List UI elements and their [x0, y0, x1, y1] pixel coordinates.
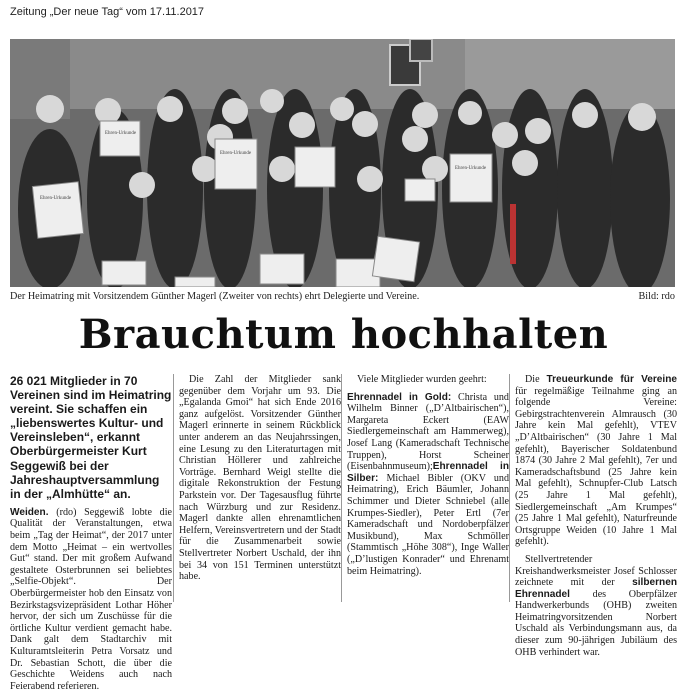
article-column-1 [10, 374, 172, 698]
honors-intro: Viele Mitglieder wurden geehrt: [357, 374, 487, 385]
caption-text: Der Heimatring mit Vorsitzendem Günther Magerl (Zweiter von rechts) ehrt Delegierte und Vereine. [10, 291, 420, 302]
dateline: Weiden. [10, 506, 49, 518]
treue-label: Treueurkunde für Vereine [546, 374, 677, 385]
body-paragraph-1 [10, 507, 172, 693]
gold-label: Ehrennadel in Gold: [347, 391, 452, 403]
group-photo-illustration [10, 39, 675, 287]
treue-paragraph [515, 374, 677, 548]
svg-text:Ehren-Urkunde: Ehren-Urkunde [105, 131, 137, 136]
newspaper-source-line: Zeitung „Der neue Tag“ vom 17.11.2017 [10, 6, 205, 18]
column-divider [173, 374, 174, 602]
lead-paragraph: 26 021 Mitglieder in 70 Vereinen sind im Heimatring vereint. Sie schaffen ein „liebenswertes Kultur- und Vereinsleben“, erkannt Oberbürgermeister Kurt Seggewiß bei der Jahreshauptversammlung in der „Almhütte“ an. [10, 374, 172, 501]
ohb-text-a: Stellvertretender Kreishandwerksmeister Josef Schlosser zeichnete mit der [515, 553, 677, 589]
photo-caption [10, 291, 675, 302]
svg-text:Ehren-Urkunde: Ehren-Urkunde [40, 196, 72, 201]
photo-credit: Bild: rdo [638, 291, 675, 302]
column-divider [341, 374, 342, 602]
silver-label: Ehrennadel in Silber: [347, 461, 509, 484]
body-paragraph-2: Die Zahl der Mitglieder sank gegenüber dem Vorjahr um 93. Die „Egalanda Gmoi“ hat sich Ende 2016 ganz aufgelöst. Vorsitzender Günther Magerl erinnerte in seinem Rückblick unter anderem an das Neujahrssingen, eine Lesung zu den Literaturtagen mit Christian Höllerer und zahlreiche Vorträge. Bernhard Weigl stellte die digitale Rekonstruktion der Festung Parkstein vor. Der Tagesausflug führte nach Würzburg und zur Residenz. Magerl dankte allen ehrenamtlichen Helfern, Vereinsvertretern und der Stadt für die Zusammenarbeit sowie Stellvertreter Norbert Uschald, der ihn bei 34 von 151 Terminen unterstützt habe. [179, 374, 341, 583]
paragraph-1-text: (rdo) Seggewiß lobte die Qualität der Veranstaltungen, etwa beim „Tag der Heimat“, der 2017 unter dem Motto „Heimat – ein wertvolles Gut“ stand. Der mit großem Aufwand gestaltete Osterbrunnen sei beliebtes „Selfie-Objekt“. Der Oberbürgermeister hob den Einsatz von Bezirkstagsvizepräsident Lothar Höher hervor, der sich um Zuschüsse für die örtliche Kultur verdient gemacht habe. Dank galt dem Stadtarchiv mit Kulturamtsleiterin Petra Vorsatz und Dr. Sebastian Schott, die über die Geschichte Weidens auch nach Feierabend referieren. [10, 506, 172, 692]
gold-names: Christa und Wilhelm Binner („D’Altbairischen“), Margareta Eckert (EAW Siedlergemeinschaft am Hammerweg), Josef Lang (Kameradschaft Technische Truppen), Horst Scheiner (Eisenbahnmuseum); [347, 391, 509, 473]
ohb-label: silbernen Ehrennadel [515, 577, 677, 600]
column-divider [509, 374, 510, 602]
silver-names: Michael Bibler (OKV und Heimatring), Erich Bäumler, Johann Schimmer und Dieter Schniebel (alle Krumpes-Siedler), Peter Ertl (7er Kameradschaft und Nordoberpfälzer Musikbund), Max Schmöller (Stammtisch „Höhe 308“), Inge Waller („D’lustigen Konrader“ und Ehrenamt beim Heimatring). [347, 472, 509, 577]
treue-text: für regelmäßige Teilnahme ging an folgende Vereine: Gebirgstrachtenverein Almrausch (30 Jahre kein Mal gefehlt), VTEV „D’Altbairischen“ (30 Jahre 1 Mal gefehlt), Bayerischer Soldatenbund 1874 (30 Jahre 2 Mal gefehlt), 7er und Kameradschaftsbund (25 Jahre kein Mal gefehlt), Schnupfer-Club Latsch (25 Jahre 1 Mal gefehlt), Siedlergemeinschaft „Am Krumpes“ (25 Jahre 1 Mal gefehlt), Naturfreunde Ortsgruppe Weiden (10 Jahre 1 Mal gefehlt). [515, 385, 677, 548]
treue-intro: Die [525, 374, 547, 385]
article-column-4 [515, 374, 677, 664]
svg-text:Ehren-Urkunde: Ehren-Urkunde [220, 151, 252, 156]
article-column-2 [179, 374, 341, 589]
honors-gold [347, 392, 509, 578]
ohb-paragraph [515, 554, 677, 658]
headline: Brauchtum hochhalten [78, 311, 609, 358]
svg-text:Ehren-Urkunde: Ehren-Urkunde [455, 166, 487, 171]
group-photo [10, 39, 675, 287]
ohb-text-b: des Oberpfälzer Handwerkerbunds (OHB) zweiten Heimatringvorsitzenden Norbert Uschald als Verbindungsmann aus, da dieser zum 90-jährigen Jubiläum des OHB verhindert war. [515, 588, 677, 658]
article-column-3 [347, 374, 509, 583]
